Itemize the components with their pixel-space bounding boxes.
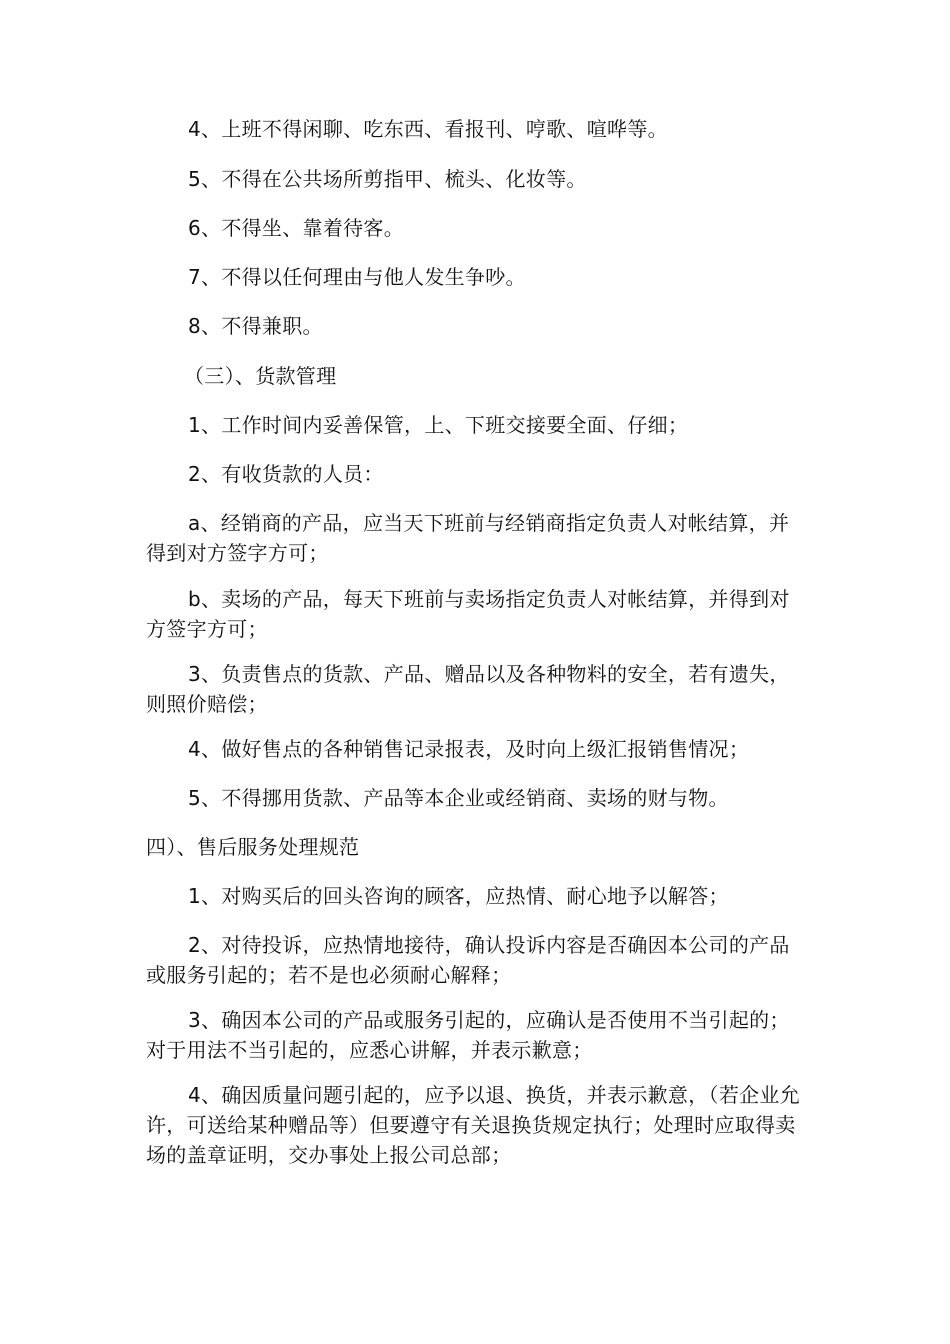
payment-item-b: b、卖场的产品，每天下班前与卖场指定负责人对帐结算，并得到对方签字方可； [146,587,790,641]
payment-item-2: 2、有收货款的人员： [188,462,384,486]
rule-item-8: 8、不得兼职。 [188,314,323,338]
rule-item-5: 5、不得在公共场所剪指甲、梳头、化妆等。 [188,167,587,191]
section-heading-payment: （三）、货款管理 [184,364,337,388]
payment-item-3: 3、负责售点的货款、产品、赠品以及各种物料的安全，若有遗失，则照价赔偿； [146,662,790,716]
rule-item-6: 6、不得坐、靠着待客。 [188,216,405,240]
after-sales-item-4: 4、确因质量问题引起的，应予以退、换货，并表示歉意，（若企业允许，可送给某种赠品等）但要遵守有关退换货规定执行；处理时应取得卖场的盖章证明，交办事处上报公司总部； [146,1083,801,1167]
after-sales-item-1: 1、对购买后的回头咨询的顾客，应热情、耐心地予以解答； [188,884,729,908]
after-sales-item-3: 3、确因本公司的产品或服务引起的，应确认是否使用不当引起的；对于用法不当引起的，应悉心讲解，并表示歉意； [146,1008,790,1062]
payment-item-a: a、经销商的产品，应当天下班前与经销商指定负责人对帐结算，并得到对方签字方可； [146,511,790,565]
payment-item-1: 1、工作时间内妥善保管，上、下班交接要全面、仔细； [188,413,689,437]
rule-item-4: 4、上班不得闲聊、吃东西、看报刊、哼歌、喧哗等。 [188,117,668,141]
after-sales-item-2: 2、对待投诉，应热情地接待，确认投诉内容是否确因本公司的产品或服务引起的；若不是也必须耐心解释； [146,933,790,987]
rule-item-7: 7、不得以任何理由与他人发生争吵。 [188,265,526,289]
payment-item-4: 4、做好售点的各种销售记录报表，及时向上级汇报销售情况； [188,737,750,761]
payment-item-5: 5、不得挪用货款、产品等本企业或经销商、卖场的财与物。 [188,786,729,810]
section-heading-after-sales: 四）、售后服务处理规范 [146,835,360,859]
